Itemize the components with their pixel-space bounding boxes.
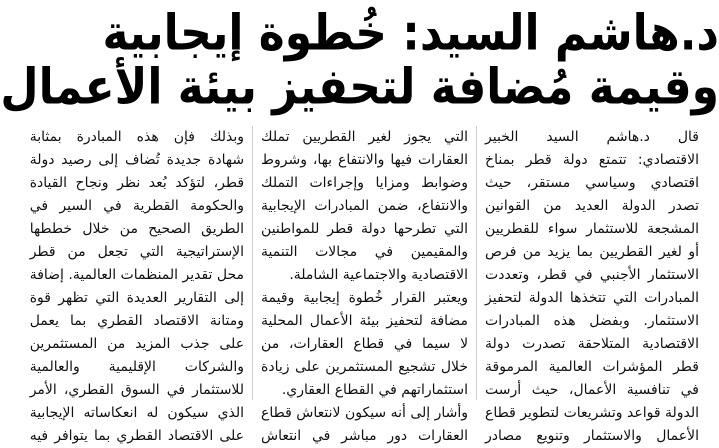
text-line: العقارات دور مباشر في انتعاش [261, 428, 469, 444]
text-line: شهادة جديدة تُضاف إلى رصيد دولة [29, 152, 245, 168]
article-column-3 [22, 126, 252, 444]
text-line: للاستثمار في السوق القطري، الأمر [29, 382, 245, 398]
text-line: على الاقتصاد القطري بما يتوافر فيه [29, 428, 245, 444]
text-line: اقتصادي وسياسي مستقر، حيث [485, 175, 699, 191]
text-line: والمقيمين في مجالات التنمية [261, 244, 469, 260]
text-line: أو لغير القطريين بما يزيد من فرص [485, 244, 699, 260]
text-line: قطر المؤشرات العالمية المرموقة [485, 359, 699, 375]
text-line: تصدر الدولة العديد من القوانين [485, 198, 699, 214]
headline-line-2: وقيمة مُضافة لتحفيز بيئة الأعمال [0, 58, 719, 116]
text-line: قال د.هاشم السيد الخبير [485, 129, 699, 145]
text-line: المشجعة للاستثمار سواء للقطريين [485, 221, 699, 237]
text-line: الاستثمار. وبفضل هذه المبادرات [485, 313, 699, 329]
text-line: وأشار إلى أنه سيكون لانتعاش قطاع [261, 405, 469, 421]
article-body [29, 126, 707, 444]
column-divider [476, 126, 477, 400]
text-line: العقارات فيها والانتفاع بها، وشروط [261, 152, 469, 168]
text-line: مضافة لتحفيز بيئة الأعمال المحلية [261, 313, 469, 329]
text-line: الأعمال والاستثمار وتنويع مصادر [485, 428, 699, 444]
text-line: الاقتصادية والاجتماعية الشاملة. [289, 267, 469, 283]
text-line: والانتفاع، ضمن المبادرات الإيجابية [261, 198, 469, 214]
text-line: والحكومة القطرية في السير في [29, 198, 245, 214]
text-line: الاقتصادي: تتمتع دولة قطر بمناخ [485, 152, 699, 168]
text-line: لا سيما في قطاع العقارات، من [261, 336, 469, 352]
article-column-2 [253, 126, 476, 444]
text-line: الاستثمار الأجنبي في قطر، وتعددت [485, 267, 699, 283]
article-column-1 [477, 126, 707, 444]
text-line: استثماراتهم في القطاع العقاري. [281, 382, 469, 398]
text-line: وبذلك فإن هذه المبادرة بمثابة [29, 129, 245, 145]
text-line: الاقتصادية المتلاحقة تصدرت دولة [485, 336, 699, 352]
text-line: الطريق الصحيح من خلال خططها [29, 221, 245, 237]
text-line: ومتانة الاقتصاد القطري بما يعمل [29, 313, 245, 329]
text-line: محل تقدير المنظمات العالمية. إضافة [29, 267, 245, 283]
text-line: الدولة قواعد وتشريعات لتطوير قطاع [485, 405, 699, 421]
text-line: التي تطرحها دولة قطر للمواطنين [261, 221, 469, 237]
text-line: التي يجوز لغير القطريين تملك [261, 129, 469, 145]
text-line: والشركات الإقليمية والعالمية [29, 359, 245, 375]
text-line: في تنافسية الأعمال، حيث أرست [485, 382, 699, 398]
text-line: الإستراتيجية التي تجعل من قطر [29, 244, 245, 260]
text-line: ويعتبر القرار خُطوة إيجابية وقيمة [261, 290, 469, 306]
text-line: وضوابط ومزايا وإجراءات التملك [261, 175, 469, 191]
article-headline [0, 4, 719, 116]
text-line: إلى التقارير العديدة التي تظهر قوة [29, 290, 245, 306]
text-line: على جذب المزيد من المستثمرين [29, 336, 245, 352]
text-line: المبادرات التي تتخذها الدولة لتحفيز [485, 290, 699, 306]
text-line: خلال تشجيع المستثمرين على زيادة [261, 359, 469, 375]
text-line: الذي سيكون له انعكاساته الإيجابية [29, 405, 245, 421]
headline-line-1: د.هاشم السيد: خُطوة إيجابية [102, 4, 719, 62]
text-line: قطر، لتؤكد بُعد نظر ونجاح القيادة [29, 175, 245, 191]
column-divider [252, 126, 253, 400]
